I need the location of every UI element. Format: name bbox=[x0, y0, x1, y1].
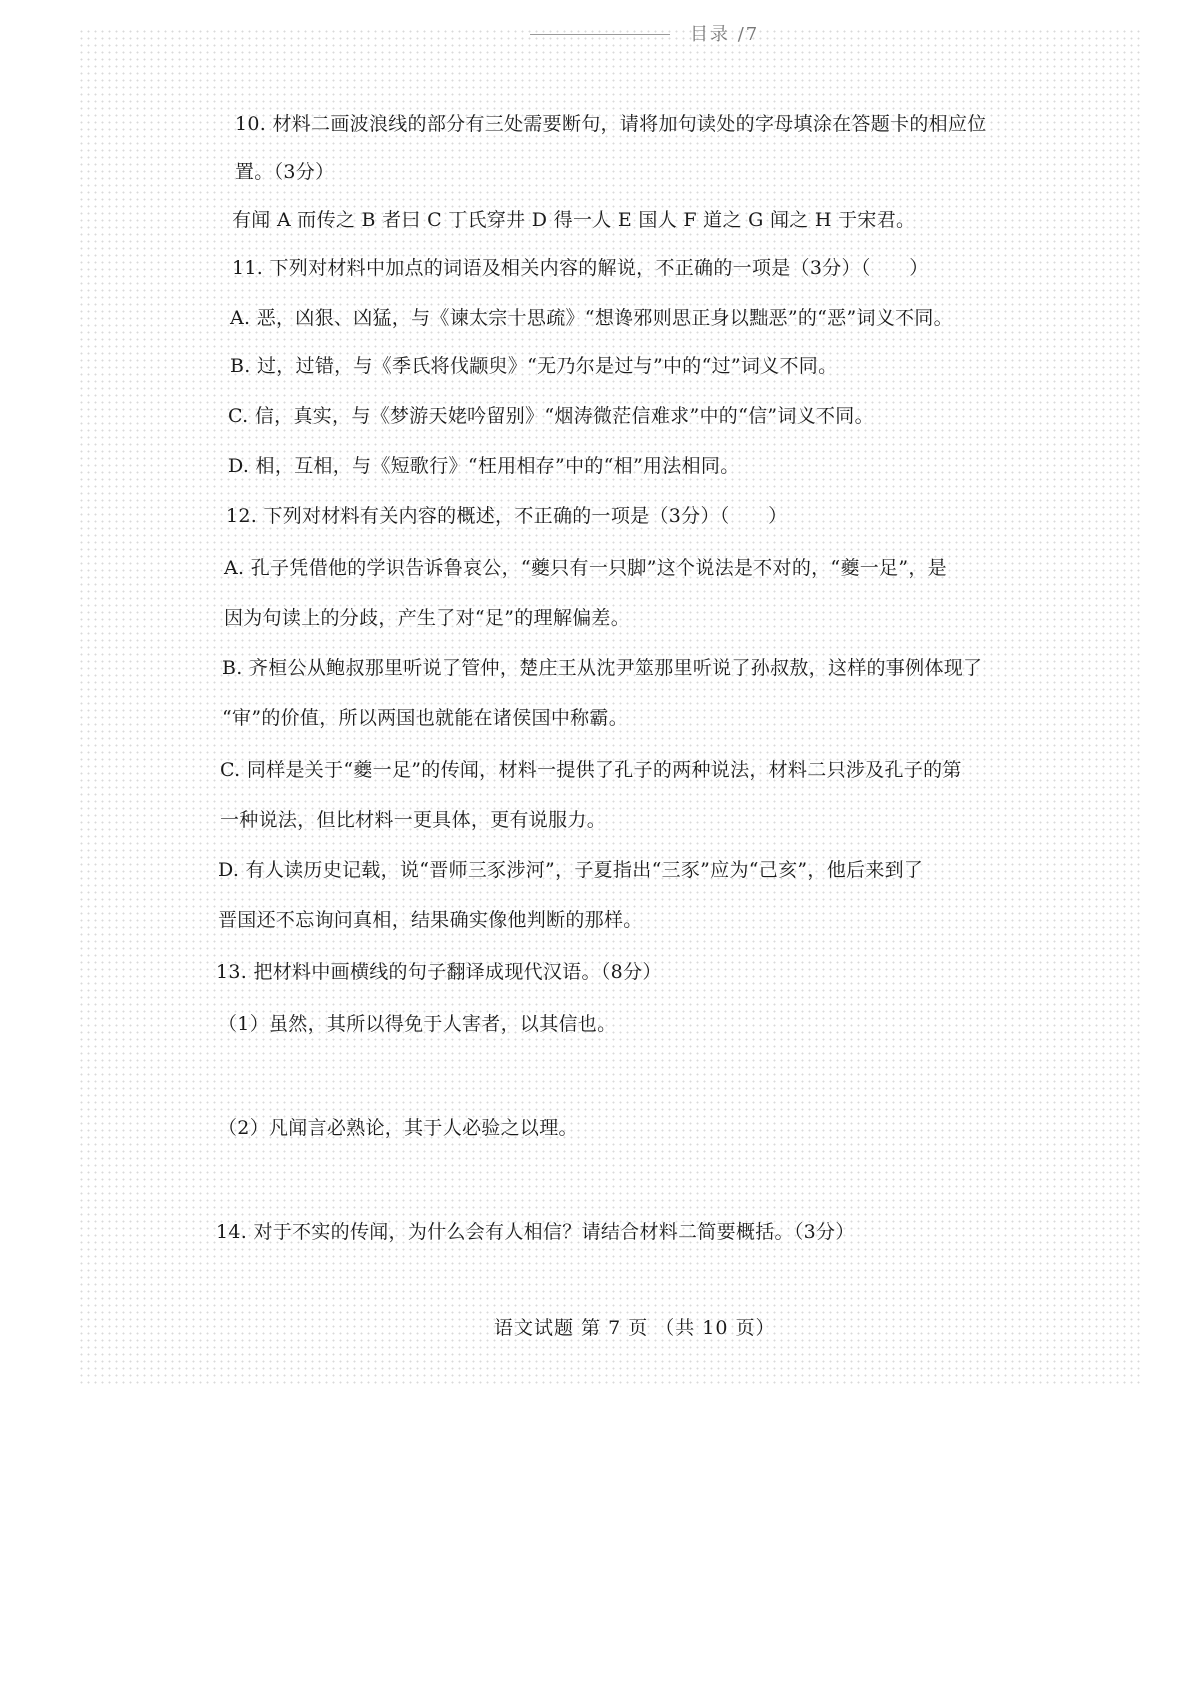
q10-stem-line1: 10. 材料二画波浪线的部分有三处需要断句，请将加句读处的字母填涂在答题卡的相应位 bbox=[235, 113, 987, 135]
q11-option-d: D. 相，互相，与《短歌行》“枉用相存”中的“相”用法相同。 bbox=[228, 455, 740, 477]
header-fragment: 目录 /7 bbox=[690, 24, 760, 45]
q12-option-c-line1: C. 同样是关于“夔一足”的传闻，材料一提供了孔子的两种说法，材料二只涉及孔子的第 bbox=[220, 759, 962, 781]
q10-sentence: 有闻 A 而传之 B 者曰 C 丁氏穿井 D 得一人 E 国人 F 道之 G 闻之 H 于宋君。 bbox=[232, 209, 916, 231]
q10-stem-line2: 置。（3分） bbox=[235, 161, 335, 183]
q11-option-a: A. 恶，凶狠、凶猛，与《谏太宗十思疏》“想谗邪则思正身以黜恶”的“恶”词义不同。 bbox=[230, 307, 953, 329]
q12-option-a-line2: 因为句读上的分歧，产生了对“足”的理解偏差。 bbox=[224, 607, 631, 629]
q11-option-b: B. 过，过错，与《季氏将伐颛臾》“无乃尔是过与”中的“过”词义不同。 bbox=[230, 355, 838, 377]
q13-sentence-2: （2）凡闻言必熟论，其于人必验之以理。 bbox=[218, 1117, 578, 1139]
q13-sentence-1: （1）虽然，其所以得免于人害者，以其信也。 bbox=[218, 1013, 617, 1035]
q12-option-c-line2: 一种说法，但比材料一更具体，更有说服力。 bbox=[220, 809, 607, 831]
q12-option-d-line2: 晋国还不忘询问真相，结果确实像他判断的那样。 bbox=[218, 909, 643, 931]
q12-stem: 12. 下列对材料有关内容的概述，不正确的一项是（3分）（ ） bbox=[226, 505, 788, 527]
q11-option-c: C. 信，真实，与《梦游天姥吟留别》“烟涛微茫信难求”中的“信”词义不同。 bbox=[228, 405, 874, 427]
q12-option-d-line1: D. 有人读历史记载，说“晋师三豕涉河”，子夏指出“三豕”应为“己亥”，他后来到了 bbox=[218, 859, 924, 881]
q13-stem: 13. 把材料中画横线的句子翻译成现代汉语。（8分） bbox=[216, 961, 662, 983]
page-footer: 语文试题 第 7 页 （共 10 页） bbox=[494, 1317, 776, 1339]
q14-stem: 14. 对于不实的传闻，为什么会有人相信？请结合材料二简要概括。（3分） bbox=[216, 1221, 855, 1243]
q12-option-a-line1: A. 孔子凭借他的学识告诉鲁哀公，“夔只有一只脚”这个说法是不对的，“夔一足”，是 bbox=[224, 557, 947, 579]
q12-option-b-line1: B. 齐桓公从鲍叔那里听说了管仲，楚庄王从沈尹筮那里听说了孙叔敖，这样的事例体现了 bbox=[222, 657, 983, 679]
q12-option-b-line2: “审”的价值，所以两国也就能在诸侯国中称霸。 bbox=[222, 707, 629, 729]
q11-stem: 11. 下列对材料中加点的词语及相关内容的解说，不正确的一项是（3分）（ ） bbox=[232, 257, 929, 279]
